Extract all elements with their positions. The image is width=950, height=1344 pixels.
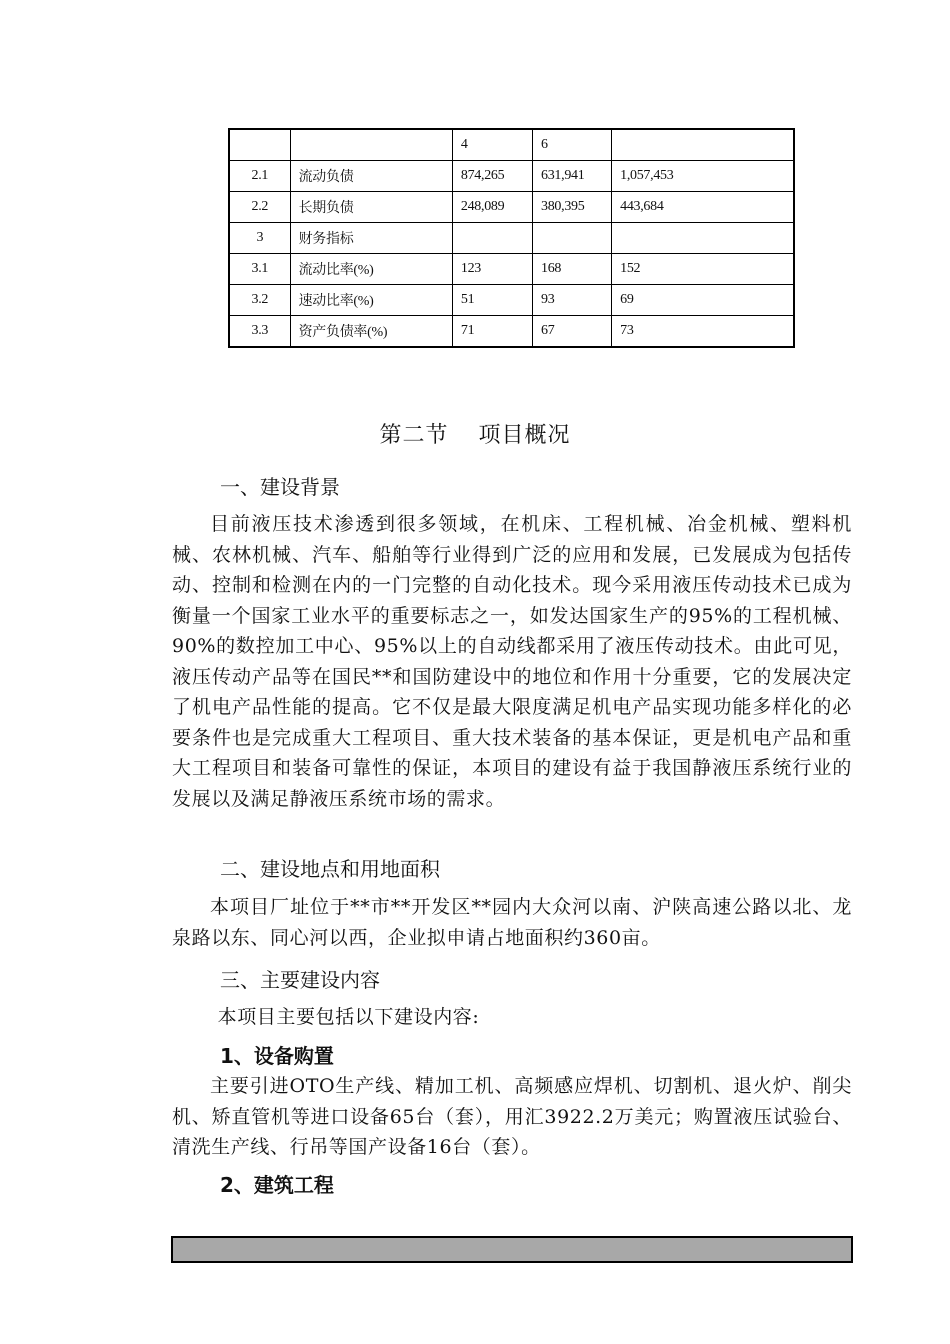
financial-table [228,128,795,348]
row-name-cell: 资产负债率(%) [290,316,452,348]
row-name-cell: 流动负债 [290,161,452,192]
row-name-cell: 速动比率(%) [290,285,452,316]
heading-location: 二、建设地点和用地面积 [220,857,440,881]
value-cell: 67 [533,316,612,348]
value-cell: 71 [452,316,532,348]
value-cell: 168 [533,254,612,285]
value-cell: 1,057,453 [612,161,794,192]
value-cell: 152 [612,254,794,285]
value-cell: 4 [452,129,532,161]
row-number-cell: 3 [229,223,290,254]
value-cell: 874,265 [452,161,532,192]
value-cell: 6 [533,129,612,161]
footer-bar [171,1236,853,1263]
row-number-cell [229,129,290,161]
table-row [229,254,794,285]
heading-background: 一、建设背景 [220,475,340,499]
paragraph-content-intro: 本项目主要包括以下建设内容: [217,1006,480,1028]
value-cell: 51 [452,285,532,316]
row-name-cell [290,129,452,161]
row-name-cell: 长期负债 [290,192,452,223]
paragraph-equipment: 主要引进OTO生产线、精加工机、高频感应焊机、切割机、退火炉、削尖机、矫直管机等进口设备65台（套），用汇3922.2万美元；购置液压试验台、清洗生产线、行吊等国产设备16台（套）。 [172,1075,852,1158]
table-row [229,223,794,254]
row-number-cell: 3.3 [229,316,290,348]
value-cell: 248,089 [452,192,532,223]
value-cell: 380,395 [533,192,612,223]
section-title [0,418,950,449]
row-number-cell: 2.1 [229,161,290,192]
table-row [229,316,794,348]
paragraph-location: 本项目厂址位于**市**开发区**园内大众河以南、沪陕高速公路以北、龙泉路以东、同心河以西，企业拟申请占地面积约360亩。 [172,896,852,949]
subheading-equipment: 1、设备购置 [220,1044,334,1068]
paragraph-background: 目前液压技术渗透到很多领域，在机床、工程机械、冶金机械、塑料机械、农林机械、汽车、船舶等行业得到广泛的应用和发展，已发展成为包括传动、控制和检测在内的一门完整的自动化技术。现今采用液压传动技术已成为衡量一个国家工业水平的重要标志之一，如发达国家生产的95%的工程机械、90%的数控加工中心、95%以上的自动线都采用了液压传动技术。由此可见，液压传动产品等在国民**和国防建设中的地位和作用十分重要，它的发展决定了机电产品性能的提高。它不仅是最大限度满足机电产品实现功能多样化的必要条件也是完成重大工程项目、重大技术装备的基本保证，更是机电产品和重大工程项目和装备可靠性的保证，本项目的建设有益于我国静液压系统行业的发展以及满足静液压系统市场的需求。 [172,513,852,810]
row-number-cell: 3.2 [229,285,290,316]
value-cell: 93 [533,285,612,316]
value-cell: 631,941 [533,161,612,192]
table-row [229,285,794,316]
value-cell [533,223,612,254]
subheading-construction: 2、建筑工程 [220,1173,334,1197]
row-number-cell: 2.2 [229,192,290,223]
value-cell [612,129,794,161]
table-row [229,192,794,223]
table-row [229,129,794,161]
table-row [229,161,794,192]
row-name-cell: 流动比率(%) [290,254,452,285]
value-cell [452,223,532,254]
row-number-cell: 3.1 [229,254,290,285]
section-label: 第二节 [379,423,449,448]
value-cell: 123 [452,254,532,285]
value-cell: 69 [612,285,794,316]
value-cell: 73 [612,316,794,348]
heading-content: 三、主要建设内容 [220,968,380,992]
value-cell: 443,684 [612,192,794,223]
section-heading: 项目概况 [478,423,571,448]
row-name-cell: 财务指标 [290,223,452,254]
value-cell [612,223,794,254]
